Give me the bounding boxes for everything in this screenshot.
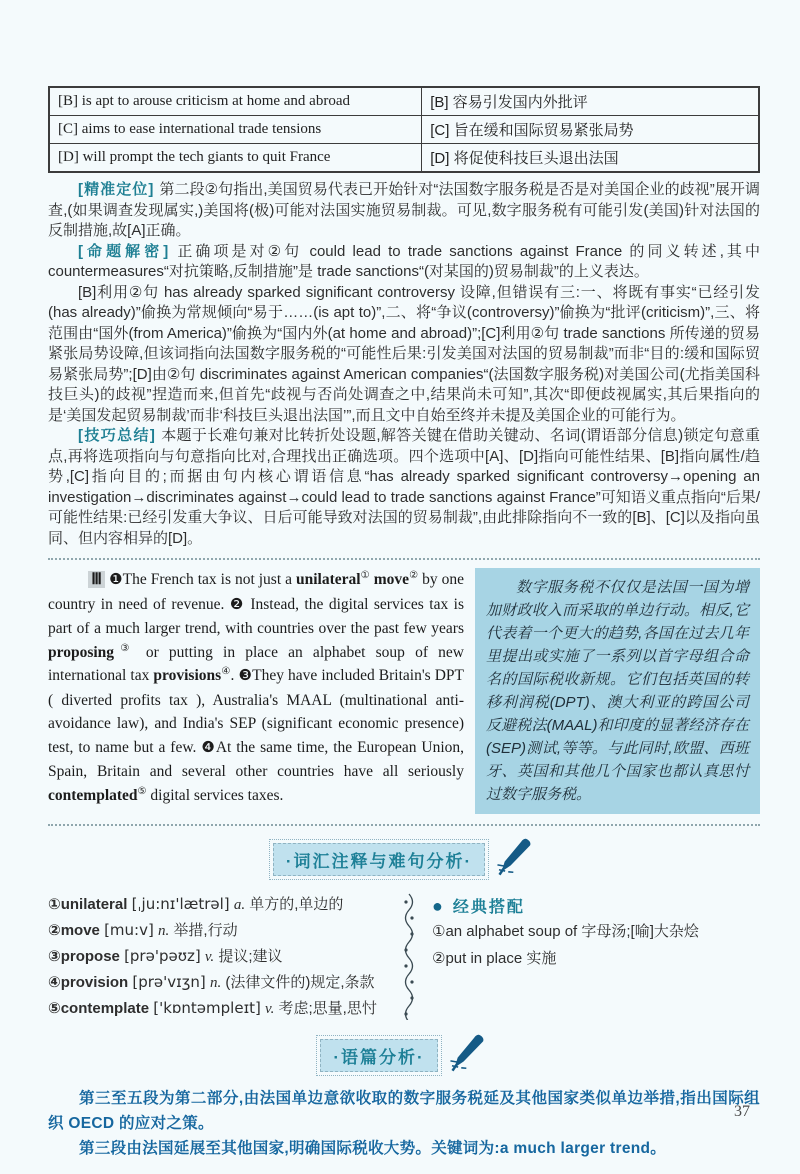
analysis-paragraph bbox=[48, 180, 760, 242]
vocab-def: 单方的,单边的 bbox=[249, 896, 344, 913]
paragraph-text: 正确项是对②句 could lead to trade sanctions against France 的同义转述,其中 countermeasures“对抗策略,反制措施”是 trade sanctions“(对某国的)贸易制裁”的上义表达。 bbox=[48, 242, 760, 280]
vocab-pos: a. bbox=[233, 897, 246, 913]
vocab-list bbox=[48, 892, 396, 1022]
analysis-paragraph bbox=[48, 426, 760, 549]
vocab-def: 提议;建议 bbox=[218, 948, 283, 965]
vocab-header-badge: ·词汇注释与难句分析· bbox=[273, 843, 485, 876]
paragraph-text: 第二段②句指出,美国贸易代表已开始针对“法国数字服务税是否是对美国企业的歧视”展开调查,(如果调查发现属实,)美国将(极)可能对法国实施贸易制裁。可见,数字服务税有可能引发(美国)针对法国的反制措施,故[A]正确。 bbox=[48, 181, 760, 239]
analysis-paragraph bbox=[48, 283, 760, 427]
vocab-phonetic: [prə'pəʊz] bbox=[124, 947, 201, 965]
vocab-pos: v. bbox=[204, 949, 215, 965]
vocab-phonetic: ['kɒntəmpleɪt] bbox=[153, 999, 261, 1017]
collocation-item: ①an alphabet soup of 字母汤;[喻]大杂烩 bbox=[432, 923, 699, 940]
english-passage: Ⅲ ❶The French tax is not just a unilateral① move② by one country in need of revenue. ❷ Instead, the digital services tax is part of a much larger trend, with countries over the past few years proposing③ or putting in place an alphabet soup of new international tax provisions④. ❸They have included Britain's DPT ( diverted profits tax ), Australia's MAAL (multinational anti-avoidance law), and India's SEP (significant economic presence) test, to name but a few. ❹At the same time, the European Union, Spain, Britain and several other countries have all seriously contemplated⑤ digital services taxes. bbox=[48, 569, 465, 804]
collocation-header bbox=[432, 894, 760, 917]
vocab-word: unilateral bbox=[60, 896, 128, 913]
option-cell-en: [D] will prompt the tech giants to quit France bbox=[49, 144, 422, 173]
paragraph-text: [B]利用②句 has already sparked significant controversy 设障,但错误有三:一、将既有事实“已经引发(has already)”偷换为常规倾向“易于……(is apt to)”,二、将“争议(controversy)”偷换为“批评(criticism)”,三、将范围由“国外(from America)”偷换为“国内外(at home and abroad)”;[C]利用②句 trade sanctions 所传递的贸易紧张局势设障,但该词指向法国数字服务税的“可能性后果:引发美国对法国的贸易制裁”而非“目的:缓和国际贸易紧张局势”;[D]由②句 discriminates against American companies“(法国数字服务税)对美国公司(尤指美国科技巨头)的歧视”捏造而来,但首先“歧视与否尚处调查之中,结果尚未可知”,其次“即便歧视属实,其后果指向的是‘美国发起贸易制裁’而非‘科技巨头退出法国’”,而且文中自始至终并未提及美国企业的可能行为。 bbox=[48, 283, 760, 424]
analysis-block bbox=[48, 180, 760, 549]
vocab-item bbox=[48, 996, 396, 1022]
paragraph-label: [精准定位] bbox=[78, 181, 155, 198]
discourse-header-row bbox=[48, 1035, 760, 1076]
vocab-phonetic: [ˌju:nɪ'lætrəl] bbox=[131, 895, 230, 913]
collocation-section bbox=[422, 892, 760, 1022]
option-cell-zh: [B] 容易引发国内外批评 bbox=[422, 87, 759, 116]
vocab-num: ③ bbox=[48, 948, 61, 965]
option-cell-en: [B] is apt to arouse criticism at home and abroad bbox=[49, 87, 422, 116]
discourse-paragraph: 第三段由法国延展至其他国家,明确国际税收大势。关键词为:a much larger trend。 bbox=[79, 1140, 667, 1157]
vocab-def: (法律文件的)规定,条款 bbox=[225, 974, 375, 991]
vocab-phonetic: [mu:v] bbox=[104, 921, 154, 939]
pen-icon bbox=[493, 837, 537, 882]
analysis-paragraph bbox=[48, 242, 760, 283]
vocab-pos: n. bbox=[209, 975, 222, 991]
vocab-num: ④ bbox=[48, 974, 61, 991]
collocation-title: 经典搭配 bbox=[452, 899, 525, 916]
vocab-item bbox=[48, 944, 396, 970]
vocab-num: ① bbox=[48, 896, 61, 913]
wavy-divider bbox=[396, 892, 422, 1022]
passage-section bbox=[48, 558, 760, 826]
paragraph-label: [技巧总结] bbox=[78, 427, 156, 444]
vocab-pos: n. bbox=[158, 923, 170, 939]
page-number: 37 bbox=[734, 1103, 750, 1120]
bullet-icon: ● bbox=[432, 895, 445, 916]
vocab-word: provision bbox=[60, 974, 129, 991]
paragraph-label: [命题解密] bbox=[78, 242, 170, 260]
table-row bbox=[49, 144, 759, 173]
vocab-word: propose bbox=[60, 948, 120, 965]
pen-icon bbox=[446, 1033, 490, 1078]
table-row bbox=[49, 87, 759, 116]
discourse-block bbox=[48, 1086, 760, 1161]
paragraph-text: 本题于长难句兼对比转折处设题,解答关键在借助关键动、名词(谓语部分信息)锁定句意重点,再将选项指向与句意指向比对,合理找出正确选项。四个选项中[A]、[D]指向可能性结果、[B]指向属性/趋势,[C]指向目的;而据由句内核心谓语信息“has already sparked significant controversy→opening an investigation→discriminates against→could lead to trade sanctions against France”可知语义重点指向“后果/可能性结果:已经引发重大争议、日后可能导致对法国的贸易制裁”,由此排除指向不一致的[B]、[C]以及指向虽同、但内容相异的[D]。 bbox=[48, 427, 760, 547]
discourse-header-badge: ·语篇分析· bbox=[320, 1039, 437, 1072]
vocab-def: 举措,行动 bbox=[173, 922, 238, 939]
vocab-def: 考虑;思量,思忖 bbox=[278, 1000, 377, 1017]
vocab-item bbox=[48, 970, 396, 996]
option-cell-zh: [D] 将促使科技巨头退出法国 bbox=[422, 144, 759, 173]
vocab-pos: v. bbox=[265, 1001, 275, 1017]
vocab-area bbox=[48, 892, 760, 1022]
vocab-item bbox=[48, 892, 396, 918]
vocab-item bbox=[48, 918, 396, 944]
vocab-num: ② bbox=[48, 922, 61, 939]
table-row bbox=[49, 116, 759, 144]
vocab-word: move bbox=[60, 922, 100, 939]
collocation-item: ②put in place 实施 bbox=[432, 950, 557, 967]
translation-box: 数字服务税不仅仅是法国一国为增加财政收入而采取的单边行动。相反,它代表着一个更大的趋势,各国在过去几年里提出或实施了一系列以首字母组合命名的国际税收新规。它们包括英国的转移利润税(DPT)、澳大利亚的跨国公司反避税法(MAAL)和印度的显著经济存在(SEP)测试,等等。与此同时,欧盟、西班牙、英国和其他几个国家也都认真思忖过数字服务税。 bbox=[475, 568, 760, 814]
vocab-phonetic: [prə'vɪʒn] bbox=[132, 973, 206, 991]
discourse-paragraph: 第三至五段为第二部分,由法国单边意欲收取的数字服务税延及其他国家类似单边举措,指出国际组织 OECD 的应对之策。 bbox=[48, 1090, 760, 1132]
page-content bbox=[48, 86, 760, 1161]
option-cell-zh: [C] 旨在缓和国际贸易紧张局势 bbox=[422, 116, 759, 144]
vocab-header-row bbox=[48, 839, 760, 880]
answer-table bbox=[48, 86, 760, 173]
option-cell-en: [C] aims to ease international trade tensions bbox=[49, 116, 422, 144]
vocab-word: contemplate bbox=[60, 1000, 150, 1017]
vocab-num: ⑤ bbox=[48, 1000, 61, 1017]
